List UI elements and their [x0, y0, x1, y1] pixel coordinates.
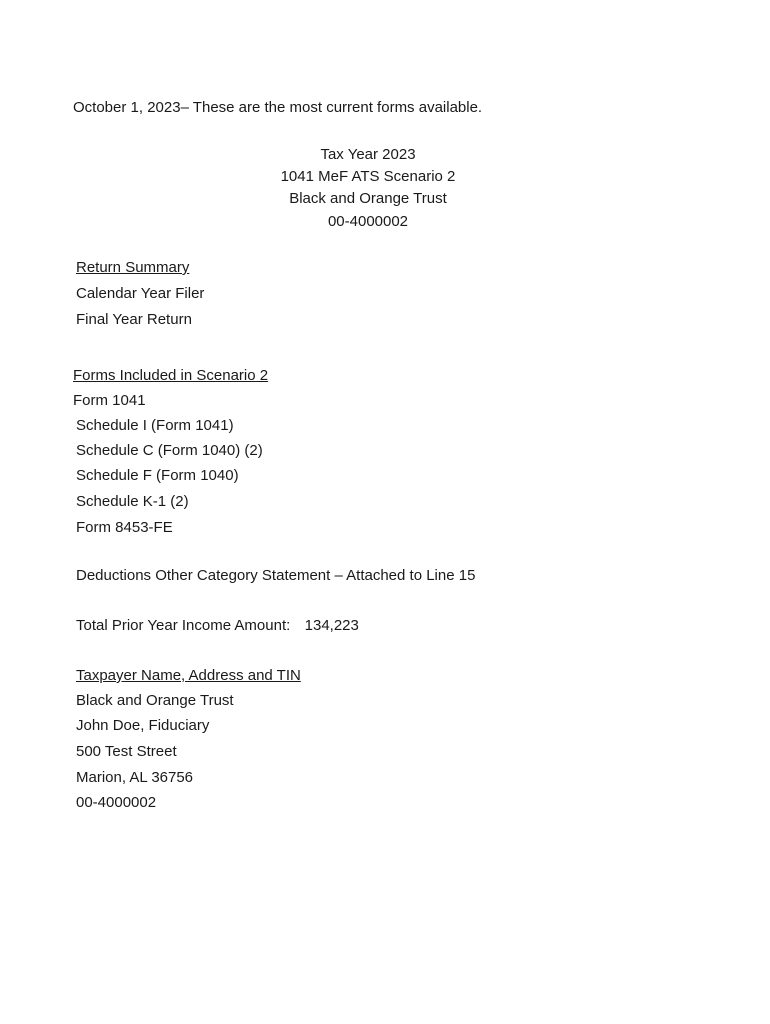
- prior-year-income: [76, 617, 359, 635]
- header-entity-name: Black and Orange Trust: [289, 190, 447, 207]
- header-ein: 00-4000002: [327, 213, 409, 230]
- header-scenario: 1041 MeF ATS Scenario 2: [280, 168, 456, 185]
- form-item: Schedule F (Form 1040): [76, 467, 239, 484]
- prior-year-income-label: Total Prior Year Income Amount:: [76, 617, 291, 634]
- taxpayer-line: 00-4000002: [76, 794, 157, 811]
- availability-notice: October 1, 2023– These are the most current forms available.: [73, 99, 483, 116]
- form-item: Schedule C (Form 1040) (2): [76, 442, 263, 459]
- form-item: Schedule I (Form 1041): [76, 417, 234, 434]
- taxpayer-line: Marion, AL 36756: [76, 769, 194, 786]
- forms-included-heading: Forms Included in Scenario 2: [73, 367, 269, 384]
- taxpayer-line: Black and Orange Trust: [76, 692, 234, 709]
- taxpayer-line: 500 Test Street: [76, 743, 177, 760]
- return-summary-item: Calendar Year Filer: [76, 285, 205, 302]
- prior-year-income-value: 134,223: [304, 617, 359, 634]
- form-item: Form 1041: [73, 392, 146, 409]
- taxpayer-heading: Taxpayer Name, Address and TIN: [76, 667, 301, 684]
- header-tax-year: Tax Year 2023: [320, 146, 416, 163]
- form-item: Form 8453-FE: [76, 519, 173, 536]
- statement-note: Deductions Other Category Statement – Attached to Line 15: [76, 567, 476, 584]
- form-item: Schedule K-1 (2): [76, 493, 189, 510]
- return-summary-item: Final Year Return: [76, 311, 192, 328]
- return-summary-heading: Return Summary: [76, 259, 190, 276]
- taxpayer-line: John Doe, Fiduciary: [76, 717, 210, 734]
